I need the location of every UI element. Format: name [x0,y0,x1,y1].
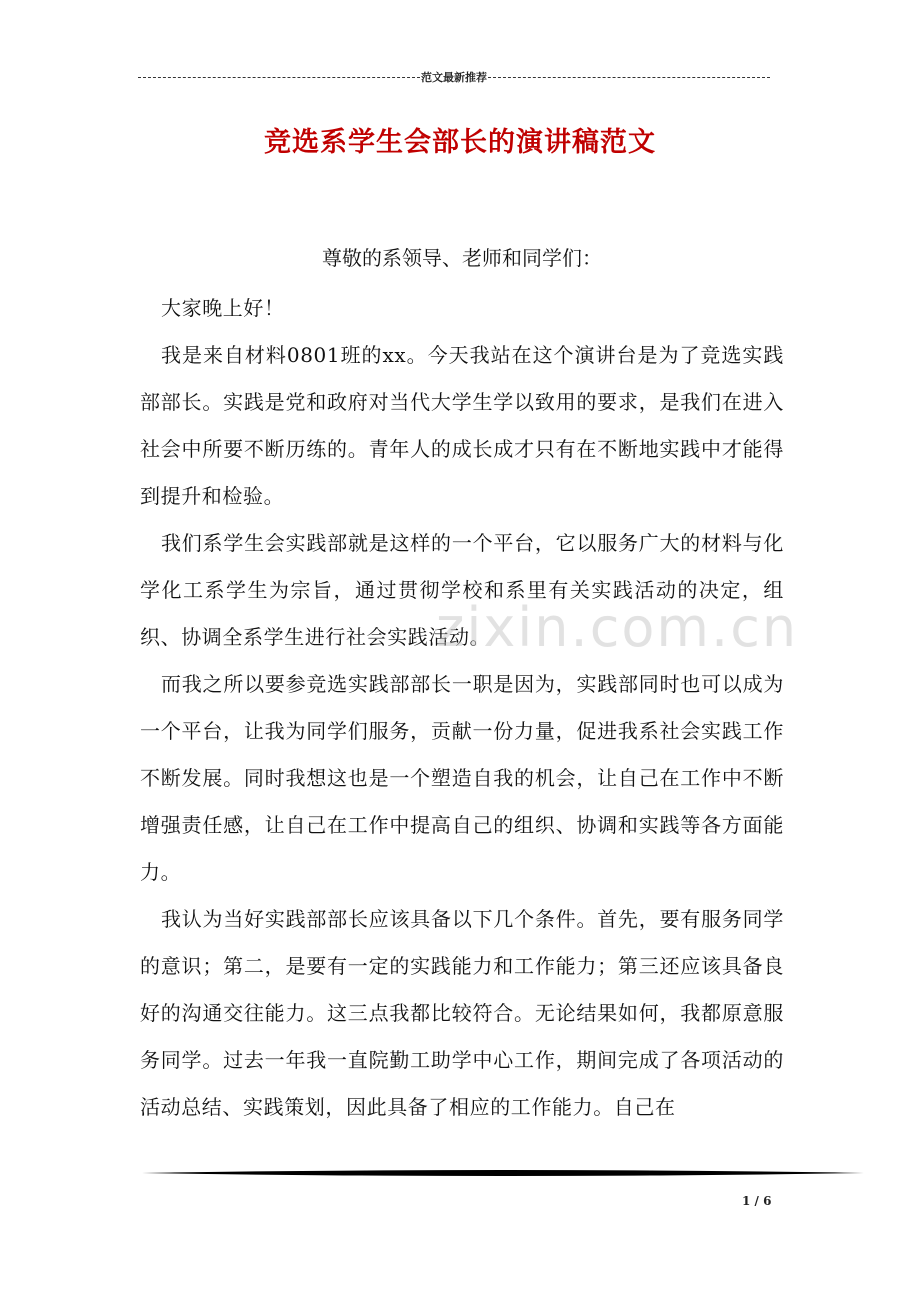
paragraph: 我们系学生会实践部就是这样的一个平台，它以服务广大的材料与化学化工系学生为宗旨，通过贯彻学校和系里有关实践活动的决定，组织、协调全系学生进行社会实践活动。 [140,531,784,649]
header-dash-left [138,77,420,78]
paragraph: 我是来自材料0801班的xx。今天我站在这个演讲台是为了竞选实践部部长。实践是党和政府对当代大学生学以致用的要求，是我们在进入社会中所要不断历练的。青年人的成长成才只有在不断地实践中才能得到提升和检验。 [140,343,784,508]
salutation: 尊敬的系领导、老师和同学们： [322,246,602,270]
header-label: 范文最新推荐 [421,71,487,84]
header-dash-right [488,77,770,78]
paragraph: 大家晚上好！ [161,296,285,320]
paragraph: 我认为当好实践部部长应该具备以下几个条件。首先，要有服务同学的意识；第二，是要有一定的实践能力和工作能力；第三还应该具备良好的沟通交往能力。这三点我都比较符合。无论结果如何，我都原意服务同学。过去一年我一直院勤工助学中心工作，期间完成了各项活动的活动总结、实践策划，因此具备了相应的工作能力。自己在 [140,907,784,1119]
document-body [140,238,784,1131]
page-number: 1 / 6 [742,1194,772,1208]
paragraph: 而我之所以要参竞选实践部部长一职是因为，实践部同时也可以成为一个平台，让我为同学们服务，贡献一份力量，促进我系社会实践工作不断发展。同时我想这也是一个塑造自我的机会，让自己在工作中不断增强责任感，让自己在工作中提高自己的组织、协调和实践等各方面能力。 [140,672,784,884]
document-title: 竞选系学生会部长的演讲稿范文 [264,127,656,158]
page-header [138,68,770,86]
footer-rule [142,1168,864,1178]
watermark: zixin.com.cn [436,596,799,659]
